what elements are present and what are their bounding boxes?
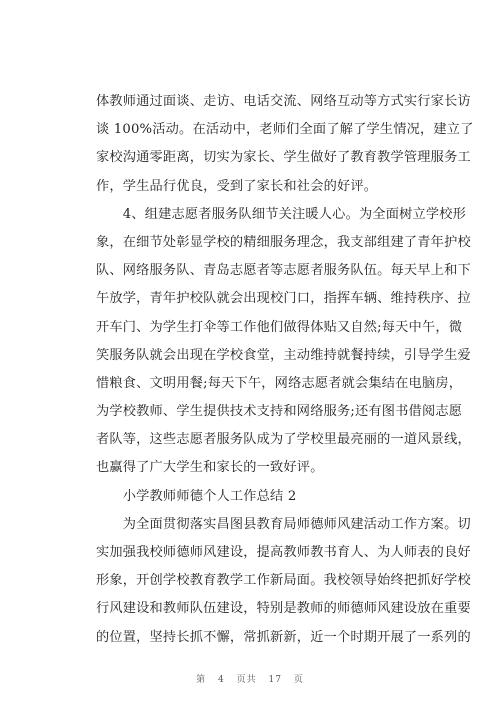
text-line: 4、组建志愿者服务队细节关注暖人心。为全面树立学校形 bbox=[96, 206, 467, 222]
text-line: 体教师通过面谈、走访、电话交流、网络互动等方式实行家长访 bbox=[96, 94, 471, 109]
text-line: 谈 100%活动。在活动中，老师们全面了解了学生情况，建立了 bbox=[96, 122, 474, 138]
text-line: 笑服务队就会出现在学校食堂，主动维持就餐持续，引导学生爱 bbox=[96, 347, 471, 363]
text-line: 开车门、为学生打伞等工作他们做得体贴又自然;每天中午，微 bbox=[96, 319, 463, 335]
footer-prefix: 第 bbox=[196, 675, 207, 685]
text-line: 家校沟通零距离，切实为家长、学生做好了教育教学管理服务工 bbox=[96, 150, 471, 166]
text-line: 为学校教师、学生提供技术支持和网络服务;还有图书借阅志愿 bbox=[96, 404, 463, 420]
text-line: 队、网络服务队、青岛志愿者等志愿者服务队伍。每天早上和下 bbox=[96, 263, 471, 279]
text-line: 也赢得了广大学生和家长的一致好评。 bbox=[96, 460, 324, 476]
section-heading: 小学教师师德个人工作总结 2 bbox=[96, 488, 297, 504]
text-line: 实加强我校师德师风建设，提高教师教书育人、为人师表的良好 bbox=[96, 545, 471, 560]
document-body bbox=[96, 88, 474, 652]
footer-suffix: 页 bbox=[293, 675, 304, 685]
page-footer bbox=[0, 672, 500, 685]
text-line: 者队等，这些志愿者服务队成为了学校里最亮丽的一道风景线， bbox=[96, 432, 471, 448]
text-line: 为全面贯彻落实昌图县教育局师德师风建活动工作方案。切 bbox=[96, 516, 471, 532]
text-line: 象，在细节处彰显学校的精细服务理念，我支部组建了青年护校 bbox=[96, 234, 471, 250]
footer-mid: 页共 bbox=[236, 675, 257, 685]
footer-page-number: 4 bbox=[218, 675, 225, 685]
footer-total-pages: 17 bbox=[268, 675, 282, 685]
text-line: 形象，开创学校教育教学工作新局面。我校领导始终把抓好学校 bbox=[96, 573, 471, 589]
text-line: 的位置，坚持长抓不懈，常抓新新，近一个时期开展了一系列的 bbox=[96, 629, 471, 645]
text-line: 惜粮食、文明用餐;每天下午，网络志愿者就会集结在电脑房， bbox=[96, 375, 463, 391]
text-line: 行风建设和教师队伍建设，特别是教师的师德师风建设放在重要 bbox=[96, 601, 471, 617]
text-line: 作，学生品行优良，受到了家长和社会的好评。 bbox=[96, 178, 378, 194]
text-line: 午放学，青年护校队就会出现校门口，指挥车辆、维持秩序、拉 bbox=[96, 291, 471, 307]
